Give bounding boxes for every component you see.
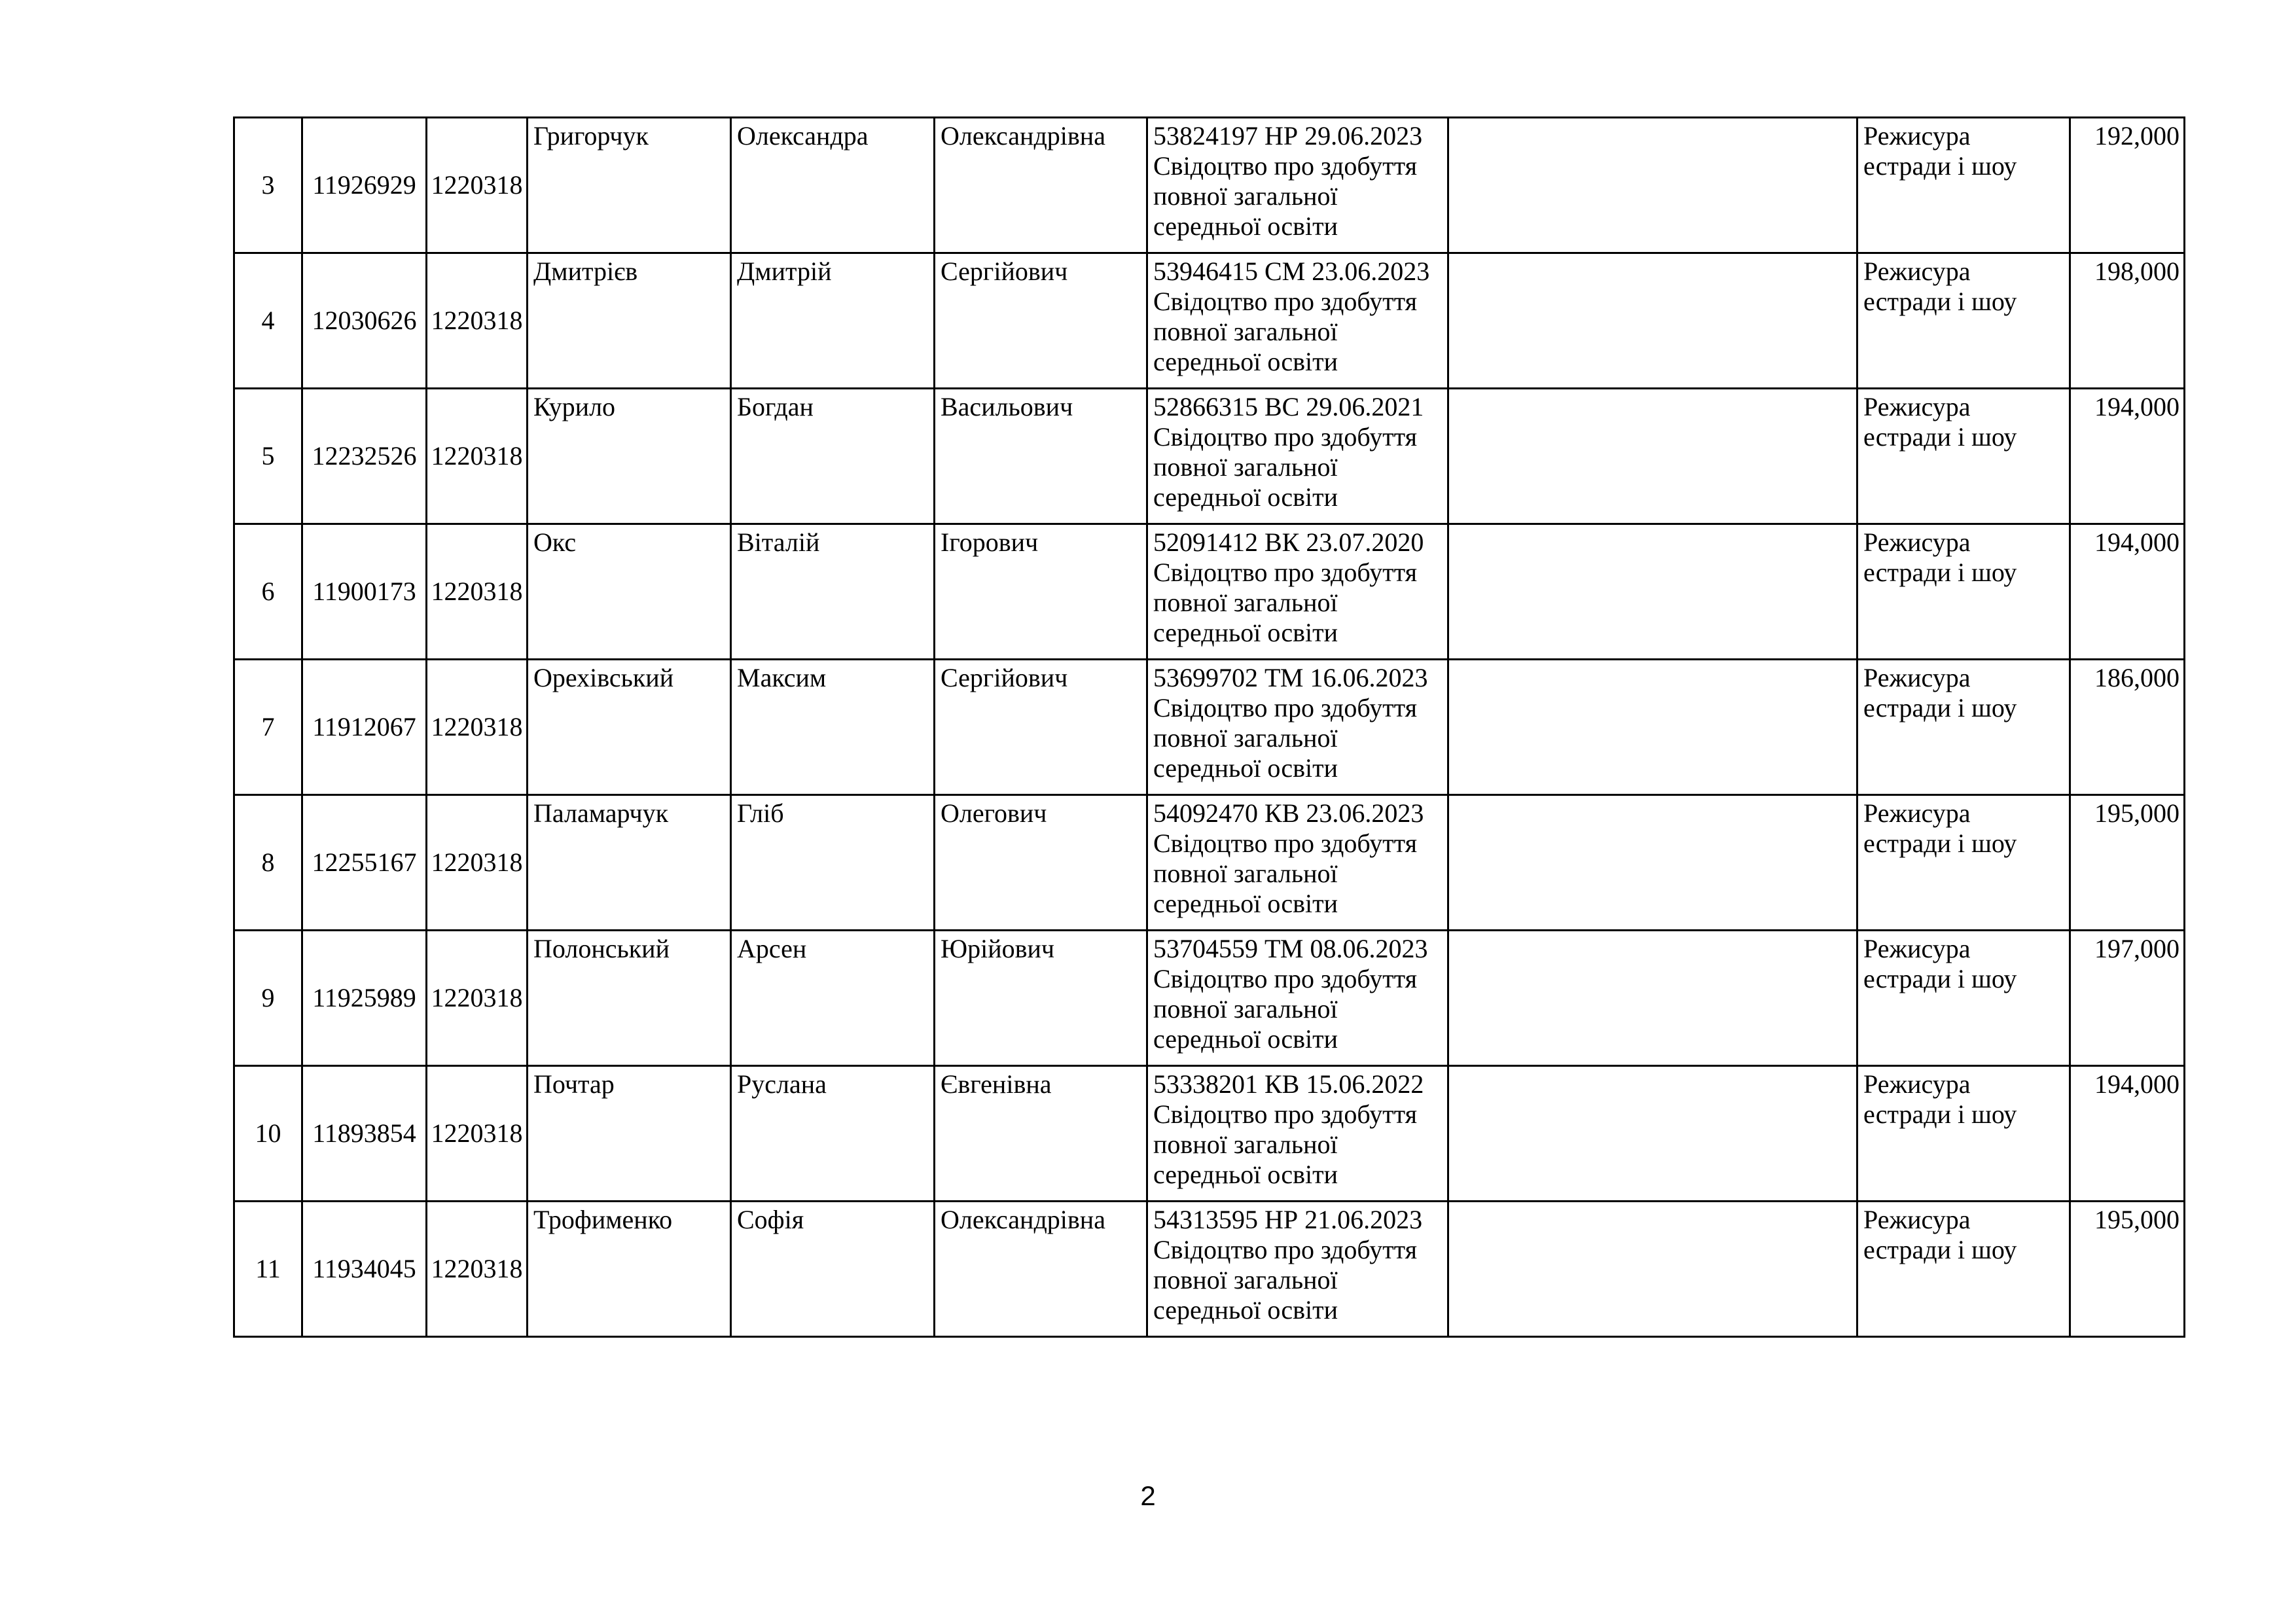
document-type-line: Свідоцтво про здобуття (1153, 151, 1418, 181)
score-cell: 194,000 (2070, 389, 2185, 524)
document-number: 52866315 ВС 29.06.2021 (1153, 392, 1424, 421)
document-type-line: Свідоцтво про здобуття (1153, 422, 1418, 452)
surname-cell: Окс (528, 524, 731, 660)
document-type-line: повної загальної (1153, 1130, 1338, 1159)
program-cell (1857, 931, 2070, 1066)
program-line: естради і шоу (1863, 422, 2017, 452)
applicant-id-cell: 11912067 (302, 660, 427, 795)
first-name-cell: Арсен (731, 931, 935, 1066)
first-name-cell: Олександра (731, 118, 935, 253)
document-cell (1147, 1202, 1448, 1337)
applicant-id-cell: 12255167 (302, 795, 427, 931)
table-row (234, 931, 2185, 1066)
surname-cell: Григорчук (528, 118, 731, 253)
program-line: естради і шоу (1863, 287, 2017, 316)
table-row (234, 660, 2185, 795)
first-name-cell: Віталій (731, 524, 935, 660)
row-number-cell: 5 (234, 389, 302, 524)
program-cell (1857, 1202, 2070, 1337)
applicant-id-cell: 11893854 (302, 1066, 427, 1202)
program-line: Режисура (1863, 121, 1971, 151)
program-cell (1857, 253, 2070, 389)
program-cell (1857, 795, 2070, 931)
table-row (234, 253, 2185, 389)
row-number-cell: 9 (234, 931, 302, 1066)
program-line: Режисура (1863, 798, 1971, 828)
document-type-line: середньої освіти (1153, 347, 1338, 376)
score-cell: 195,000 (2070, 795, 2185, 931)
surname-cell: Курило (528, 389, 731, 524)
applicant-id-cell: 12232526 (302, 389, 427, 524)
first-name-cell: Богдан (731, 389, 935, 524)
specialty-code-cell (427, 389, 528, 524)
document-type-line: повної загальної (1153, 317, 1338, 346)
patronymic-cell: Олександрівна (935, 118, 1147, 253)
document-number: 52091412 ВК 23.07.2020 (1153, 527, 1424, 557)
score-cell: 186,000 (2070, 660, 2185, 795)
document-type-line: Свідоцтво про здобуття (1153, 829, 1418, 858)
document-type-line: середньої освіти (1153, 482, 1338, 512)
table-row (234, 1066, 2185, 1202)
table-row (234, 524, 2185, 660)
program-line: естради і шоу (1863, 693, 2017, 722)
surname-cell: Почтар (528, 1066, 731, 1202)
applicant-id-cell: 12030626 (302, 253, 427, 389)
document-type-line: повної загальної (1153, 1265, 1338, 1294)
applicant-id-cell: 11925989 (302, 931, 427, 1066)
document-cell (1147, 253, 1448, 389)
table-body (234, 118, 2185, 1337)
specialty-code: 1220318 (431, 1254, 523, 1283)
first-name-cell: Руслана (731, 1066, 935, 1202)
surname-cell: Дмитрієв (528, 253, 731, 389)
document-type-line: повної загальної (1153, 452, 1338, 482)
program-line: Режисура (1863, 934, 1971, 963)
patronymic-cell: Ігорович (935, 524, 1147, 660)
surname-cell: Орехівський (528, 660, 731, 795)
table-row (234, 1202, 2185, 1337)
row-number-cell: 6 (234, 524, 302, 660)
score-cell: 194,000 (2070, 1066, 2185, 1202)
specialty-code: 1220318 (431, 1118, 523, 1148)
program-line: Режисура (1863, 527, 1971, 557)
program-line: естради і шоу (1863, 829, 2017, 858)
first-name-cell: Гліб (731, 795, 935, 931)
score-cell: 198,000 (2070, 253, 2185, 389)
document-cell (1147, 931, 1448, 1066)
score-cell: 194,000 (2070, 524, 2185, 660)
document-cell (1147, 795, 1448, 931)
document-number: 53946415 СМ 23.06.2023 (1153, 257, 1430, 286)
note-cell (1448, 253, 1857, 389)
specialty-code: 1220318 (431, 170, 523, 200)
document-number: 53699702 ТМ 16.06.2023 (1153, 663, 1428, 692)
specialty-code-cell (427, 253, 528, 389)
specialty-code: 1220318 (431, 847, 523, 877)
program-cell (1857, 660, 2070, 795)
table-row (234, 118, 2185, 253)
specialty-code: 1220318 (431, 712, 523, 741)
surname-cell: Трофименко (528, 1202, 731, 1337)
note-cell (1448, 660, 1857, 795)
note-cell (1448, 1066, 1857, 1202)
patronymic-cell: Євгенівна (935, 1066, 1147, 1202)
document-cell (1147, 1066, 1448, 1202)
row-number-cell: 8 (234, 795, 302, 931)
program-line: естради і шоу (1863, 558, 2017, 587)
note-cell (1448, 389, 1857, 524)
document-type-line: Свідоцтво про здобуття (1153, 964, 1418, 993)
patronymic-cell: Олександрівна (935, 1202, 1147, 1337)
row-number-cell: 7 (234, 660, 302, 795)
applicant-id-cell: 11900173 (302, 524, 427, 660)
program-cell (1857, 389, 2070, 524)
document-number: 53704559 ТМ 08.06.2023 (1153, 934, 1428, 963)
row-number-cell: 4 (234, 253, 302, 389)
table-row (234, 795, 2185, 931)
patronymic-cell: Сергійович (935, 253, 1147, 389)
surname-cell: Паламарчук (528, 795, 731, 931)
document-cell (1147, 118, 1448, 253)
note-cell (1448, 118, 1857, 253)
document-cell (1147, 524, 1448, 660)
patronymic-cell: Васильович (935, 389, 1147, 524)
note-cell (1448, 795, 1857, 931)
document-type-line: Свідоцтво про здобуття (1153, 693, 1418, 722)
document-type-line: повної загальної (1153, 181, 1338, 211)
score-cell: 195,000 (2070, 1202, 2185, 1337)
specialty-code: 1220318 (431, 577, 523, 606)
document-type-line: середньої освіти (1153, 211, 1338, 241)
note-cell (1448, 524, 1857, 660)
specialty-code-cell (427, 795, 528, 931)
document-type-line: Свідоцтво про здобуття (1153, 287, 1418, 316)
program-line: естради і шоу (1863, 151, 2017, 181)
document-number: 54092470 КВ 23.06.2023 (1153, 798, 1424, 828)
program-line: Режисура (1863, 1069, 1971, 1099)
program-line: естради і шоу (1863, 964, 2017, 993)
document-cell (1147, 660, 1448, 795)
document-type-line: повної загальної (1153, 859, 1338, 888)
program-line: естради і шоу (1863, 1099, 2017, 1129)
patronymic-cell: Сергійович (935, 660, 1147, 795)
program-line: Режисура (1863, 257, 1971, 286)
row-number-cell: 10 (234, 1066, 302, 1202)
specialty-code-cell (427, 524, 528, 660)
document-number: 53338201 КВ 15.06.2022 (1153, 1069, 1424, 1099)
document-type-line: Свідоцтво про здобуття (1153, 558, 1418, 587)
document-type-line: середньої освіти (1153, 618, 1338, 647)
specialty-code: 1220318 (431, 983, 523, 1012)
document-number: 54313595 НР 21.06.2023 (1153, 1205, 1423, 1234)
document-type-line: середньої освіти (1153, 889, 1338, 918)
applicant-id-cell: 11926929 (302, 118, 427, 253)
program-line: Режисура (1863, 1205, 1971, 1234)
document-cell (1147, 389, 1448, 524)
score-cell: 197,000 (2070, 931, 2185, 1066)
program-cell (1857, 118, 2070, 253)
first-name-cell: Дмитрій (731, 253, 935, 389)
row-number-cell: 3 (234, 118, 302, 253)
program-cell (1857, 524, 2070, 660)
score-cell: 192,000 (2070, 118, 2185, 253)
specialty-code-cell (427, 1202, 528, 1337)
program-line: Режисура (1863, 663, 1971, 692)
row-number-cell: 11 (234, 1202, 302, 1337)
program-line: естради і шоу (1863, 1235, 2017, 1264)
note-cell (1448, 1202, 1857, 1337)
applicants-table (233, 116, 2185, 1338)
patronymic-cell: Юрійович (935, 931, 1147, 1066)
specialty-code-cell (427, 1066, 528, 1202)
specialty-code: 1220318 (431, 306, 523, 335)
program-line: Режисура (1863, 392, 1971, 421)
document-number: 53824197 НР 29.06.2023 (1153, 121, 1423, 151)
document-type-line: Свідоцтво про здобуття (1153, 1099, 1418, 1129)
document-type-line: середньої освіти (1153, 1024, 1338, 1054)
table-row (234, 389, 2185, 524)
specialty-code-cell (427, 660, 528, 795)
document-type-line: Свідоцтво про здобуття (1153, 1235, 1418, 1264)
document-type-line: повної загальної (1153, 994, 1338, 1024)
note-cell (1448, 931, 1857, 1066)
page-number: 2 (1140, 1480, 1156, 1511)
document-type-line: середньої освіти (1153, 753, 1338, 783)
applicant-id-cell: 11934045 (302, 1202, 427, 1337)
specialty-code: 1220318 (431, 441, 523, 471)
first-name-cell: Максим (731, 660, 935, 795)
specialty-code-cell (427, 931, 528, 1066)
document-type-line: повної загальної (1153, 588, 1338, 617)
first-name-cell: Софія (731, 1202, 935, 1337)
specialty-code-cell (427, 118, 528, 253)
document-type-line: середньої освіти (1153, 1160, 1338, 1189)
document-type-line: середньої освіти (1153, 1295, 1338, 1325)
program-cell (1857, 1066, 2070, 1202)
patronymic-cell: Олегович (935, 795, 1147, 931)
document-type-line: повної загальної (1153, 723, 1338, 753)
surname-cell: Полонський (528, 931, 731, 1066)
